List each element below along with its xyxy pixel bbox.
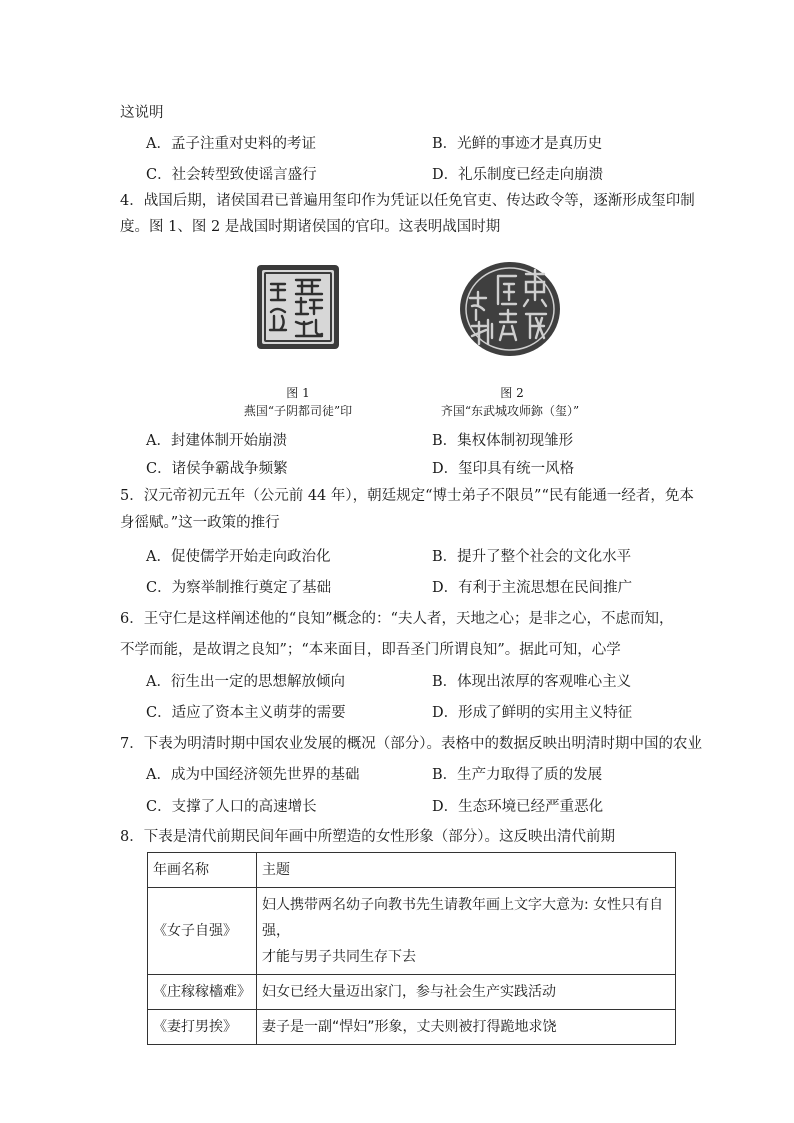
seal-image-yan-square: [256, 264, 340, 350]
table-cell-theme: 妻子是一副“悍妇”形象，丈夫则被打得跪地求饶: [257, 1010, 676, 1045]
q4-option-d: D．玺印具有统一风格: [432, 461, 575, 477]
q6-option-d: D．形成了鲜明的实用主义特征: [432, 705, 633, 721]
q7-option-b: B．生产力取得了质的发展: [432, 767, 603, 783]
q4-stem-line2: 度。图 1、图 2 是战国时期诸侯国的官印。这表明战国时期: [120, 219, 501, 235]
q5-option-c: C．为察举制推行奠定了基础: [146, 580, 332, 596]
q4-option-a: A．封建体制开始崩溃: [146, 433, 287, 449]
q4-option-c: C．诸侯争霸战争频繁: [146, 461, 288, 477]
q8-stem-line1: 8．下表是清代前期民间年画中所塑造的女性形象（部分）。这反映出清代前期: [120, 829, 615, 845]
q7-option-a: A．成为中国经济领先世界的基础: [146, 767, 360, 783]
q7-option-d: D．生态环境已经严重恶化: [432, 799, 604, 815]
q3-option-a: A．孟子注重对史料的考证: [146, 136, 316, 152]
table-row: [148, 888, 676, 975]
table-header-row: [148, 853, 676, 888]
q3-option-d: D．礼乐制度已经走向崩溃: [432, 167, 604, 183]
q6-option-a: A．衍生出一定的思想解放倾向: [146, 674, 345, 690]
q4-stem-line1: 4．战国后期，诸侯国君已普遍用玺印作为凭证以任免官吏、传达政令等，逐渐形成玺印制: [120, 193, 695, 209]
q6-stem-line1: 6．王守仁是这样阐述他的“良知”概念的：“夫人者，天地之心；是非之心，不虑而知，: [120, 611, 674, 627]
table-cell-name: 《妻打男挨》: [148, 1010, 257, 1045]
fig2-label: 图 2: [500, 386, 524, 400]
q7-option-c: C．支撑了人口的高速增长: [146, 799, 317, 815]
table-row: [148, 1010, 676, 1045]
q6-option-c: C．适应了资本主义萌芽的需要: [146, 705, 346, 721]
table-row: [148, 975, 676, 1010]
table-cell-theme-line1: 妇人携带两名幼子向教书先生请教年画上文字大意为: 女性只有自强，: [262, 897, 664, 939]
q5-stem-line1: 5．汉元帝初元五年（公元前 44 年），朝廷规定“博士弟子不限员”“民有能通一经者，免本: [120, 488, 694, 504]
table-cell-theme: [257, 888, 676, 975]
seal-image-qi-round: [458, 260, 562, 358]
table-cell-name: 《庄稼稼檣难》: [148, 975, 257, 1010]
table-cell-name: 《女子自强》: [148, 888, 257, 975]
new-year-painting-table: [147, 852, 676, 1045]
q5-stem-line2: 身徭赋。”这一政策的推行: [120, 515, 280, 531]
q5-option-b: B．提升了整个社会的文化水平: [432, 549, 632, 565]
fig1-caption: 燕国“子阴都司徒”印: [243, 404, 353, 418]
fig2-caption: 齐国“东武城攻师鉨（玺）”: [440, 404, 580, 418]
q4-option-b: B．集权体制初现雏形: [432, 433, 574, 449]
q6-stem-line2: 不学而能，是故谓之良知”；“本来面目，即吾圣门所谓良知”。据此可知，心学: [120, 642, 621, 658]
q3-stem-tail: 这说明: [120, 105, 164, 121]
q3-option-b: B．光鲜的事迹才是真历史: [432, 136, 603, 152]
table-cell-theme: 妇女已经大量迈出家门，参与社会生产实践活动: [257, 975, 676, 1010]
q5-option-a: A．促使儒学开始走向政治化: [146, 549, 331, 565]
table-header-theme: 主题: [257, 853, 676, 888]
q6-option-b: B．体现出浓厚的客观唯心主义: [432, 674, 632, 690]
table-cell-theme-line2: 才能与男子共同生存下去: [262, 949, 416, 965]
q7-stem-line1: 7．下表为明清时期中国农业发展的概况（部分）。表格中的数据反映出明清时期中国的农业: [120, 736, 702, 752]
table-header-name: 年画名称: [148, 853, 257, 888]
fig1-label: 图 1: [286, 386, 310, 400]
q5-option-d: D．有利于主流思想在民间推广: [432, 580, 633, 596]
q3-option-c: C．社会转型致使谣言盛行: [146, 167, 317, 183]
